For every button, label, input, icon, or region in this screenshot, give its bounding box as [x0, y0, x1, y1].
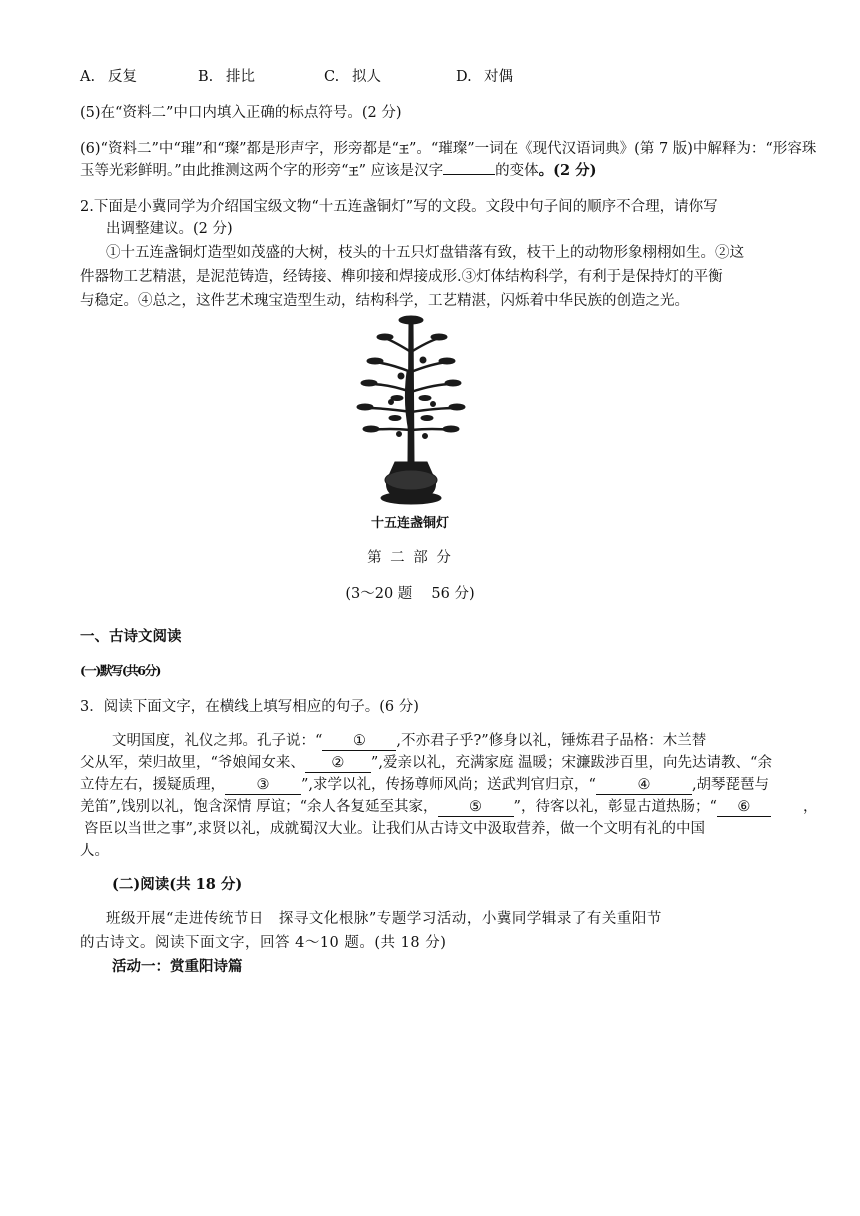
option-key: B.	[198, 69, 214, 85]
question-3-line4	[80, 796, 771, 818]
question-3-stem: 3．阅读下面文字，在横线上填写相应的句子。(6 分)	[80, 699, 419, 715]
subsection-title: (一)默写(共6分)	[80, 663, 160, 678]
question-2-passage-line3: 与稳定。④总之，这件艺术瑰宝造型生动，结构科学，工艺精湛，闪烁着中华民族的创造之光。	[80, 293, 689, 309]
figure-caption: 十五连盏铜灯	[370, 516, 449, 531]
answer-blank-6[interactable]: ⑥	[717, 798, 771, 817]
activity-title: 活动一：赏重阳诗篇	[112, 958, 243, 975]
intro-line1: 班级开展“走进传统节日 探寻文化根脉”专题学习活动，小冀同学辑录了有关重阳节	[106, 911, 662, 927]
option-text: 反复	[108, 69, 137, 85]
text-segment: ”。“璀璨”一词在《现代汉语词典》(第 7 版)中解释为：“形容珠	[408, 141, 817, 157]
option-key: A.	[80, 69, 96, 85]
section-title: 一、古诗文阅读	[80, 628, 182, 645]
question-1-6-line2	[80, 160, 596, 184]
question-3-line2	[80, 752, 772, 774]
option-text: 排比	[226, 69, 255, 85]
text-segment: ,胡琴琵琶与	[691, 777, 770, 793]
text-segment: 立侍左右，援疑质理，	[80, 777, 225, 793]
question-2-passage-line2: 件器物工艺精湛，是泥范铸造，经铸接、榫卯接和焊接成形.③灯体结构科学，有利于是保持灯的平衡	[80, 269, 723, 285]
question-1-5: (5)在“资料二”中口内填入正确的标点符号。(2 分)	[80, 105, 402, 121]
text-segment: ” 应该是汉字	[358, 163, 444, 179]
answer-blank[interactable]	[443, 174, 495, 175]
bronze-lamp-image	[355, 312, 467, 508]
answer-blank-2[interactable]: ②	[305, 754, 371, 773]
comma: ，	[803, 799, 818, 815]
question-3-line6: 人。	[80, 843, 109, 859]
text-segment: ”，待客以礼，彰显古道热肠；“	[513, 799, 717, 815]
text-segment: 玉等光彩鲜明。”由此推测这两个字的形旁“	[80, 163, 349, 179]
option-text: 对偶	[484, 69, 513, 85]
text-segment: 文明国度，礼仪之邦。孔子说：“	[112, 733, 323, 749]
question-3-line3	[80, 774, 769, 796]
question-2-stem: 2.下面是小冀同学为介绍国宝级文物“十五连盏铜灯”写的文段。文段中句子间的顺序不合理，请你写	[80, 199, 718, 215]
question-3-line5: 咨臣以当世之事”,求贤以礼，成就蜀汉大业。让我们从古诗文中汲取营养，做一个文明有礼的中国	[84, 821, 706, 837]
subsection-title-2: (二)阅读(共 18 分)	[112, 876, 243, 893]
answer-blank-3[interactable]: ③	[225, 776, 301, 795]
text-segment: (6)“资料二”中“璀”和“璨”都是形声字，形旁都是“	[80, 141, 399, 157]
intro-line2: 的古诗文。阅读下面文字，回答 4～10 题。(共 18 分)	[80, 935, 447, 951]
option-d	[456, 66, 513, 88]
radical-glyph: 王	[398, 145, 409, 156]
option-b	[198, 66, 255, 88]
part-two-title: 第 二 部 分	[367, 550, 453, 566]
text-segment: 羌笛”,饯别以礼，饱含深情 厚谊；“余人各复延至其家，	[80, 799, 438, 815]
question-2-passage-line1: ①十五连盏铜灯造型如茂盛的大树，枝头的十五只灯盘错落有致，枝干上的动物形象栩栩如生。②这	[106, 245, 744, 261]
text-segment: ”,求学以礼，传扬尊师风尚；送武判官归京，“	[301, 777, 596, 793]
option-text: 拟人	[352, 69, 381, 85]
option-key: D.	[456, 69, 472, 85]
score: 。(2 分)	[538, 162, 597, 179]
option-a	[80, 66, 137, 88]
question-1-6-line1	[80, 138, 816, 162]
radical-glyph: 王	[348, 167, 359, 178]
answer-blank-5[interactable]: ⑤	[438, 798, 514, 817]
answer-blank-1[interactable]: ①	[322, 732, 396, 751]
option-c	[324, 66, 381, 88]
text-segment: 父从军，荣归故里，“爷娘闻女来、	[80, 755, 305, 771]
option-key: C.	[324, 69, 340, 85]
question-3-line1	[112, 730, 706, 752]
text-segment: ,不亦君子乎?”修身以礼，锤炼君子品格：木兰替	[396, 733, 707, 749]
text-segment: 的变体	[495, 163, 539, 179]
question-2-stem-cont: 出调整建议。(2 分)	[106, 221, 233, 237]
part-two-range: (3～20 题 56 分)	[345, 586, 475, 602]
text-segment: ”,爱亲以礼，充满家庭 温暖；宋濂跋涉百里，向先达请教、“余	[370, 755, 772, 771]
answer-blank-4[interactable]: ④	[596, 776, 692, 795]
